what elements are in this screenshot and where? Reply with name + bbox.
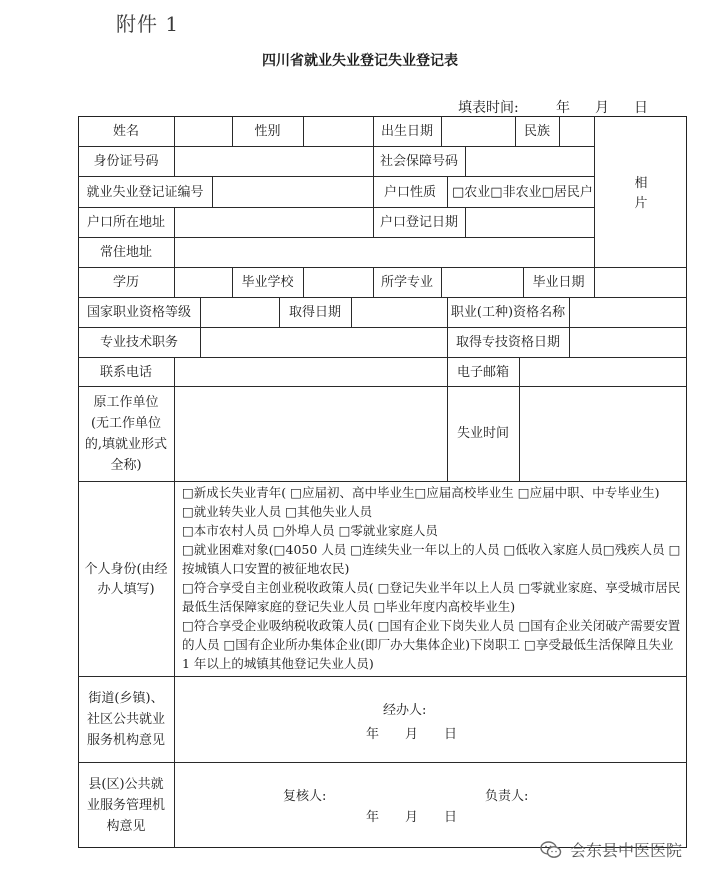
identity-option: 1 年以上的城镇其他登记失业人员) — [182, 656, 374, 671]
handler-signature-label: 经办人: — [383, 703, 427, 718]
row-divider — [78, 676, 687, 677]
email-label: 电子邮箱 — [456, 365, 509, 380]
row-divider — [78, 267, 687, 268]
fill-date-label: 填表时间: — [458, 100, 519, 116]
col-divider — [212, 176, 213, 207]
employment-cert-label: 就业失业登记证编号 — [86, 185, 204, 200]
row-divider — [78, 357, 687, 358]
vocational-level-label: 国家职业资格等级 — [86, 305, 191, 320]
row-divider — [78, 762, 687, 763]
col-divider — [174, 357, 175, 481]
row-divider — [78, 176, 594, 177]
col-divider — [174, 207, 175, 238]
col-divider — [447, 176, 448, 207]
reviewer-signature-label: 复核人: — [283, 789, 327, 804]
col-divider — [303, 116, 304, 147]
street-opinion-label: 街道(乡镇)、 社区公共就业 服务机构意见 — [86, 691, 165, 748]
fill-date-day: 日 — [634, 100, 648, 116]
responsible-signature-label: 负责人: — [485, 789, 529, 804]
identity-option: 的人员 □国有企业所办集体企业(即厂办大集体企业)下岗职工 □享受最低生活保障且失业 — [182, 637, 674, 652]
hukou-type-label: 户口性质 — [383, 185, 436, 200]
col-divider — [441, 116, 442, 147]
col-divider — [559, 116, 560, 147]
school-label: 毕业学校 — [241, 275, 294, 290]
id-number-label: 身份证号码 — [93, 154, 159, 169]
photo-label: 相 片 — [634, 176, 648, 211]
row-divider — [78, 237, 594, 238]
row-divider — [78, 327, 687, 328]
col-divider — [569, 297, 570, 327]
col-divider — [174, 237, 175, 267]
identity-option: □符合享受自主创业税收政策人员( □登记失业半年以上人员 □零就业家庭、享受城市居民 — [182, 580, 681, 595]
fill-date-month: 月 — [595, 100, 609, 116]
identity-option: □就业困难对象(□4050 人员 □连续失业一年以上的人员 □低收入家庭人员□残疾人员 □ — [182, 542, 681, 557]
row-divider — [78, 481, 687, 482]
wechat-logo-icon — [540, 840, 562, 860]
major-label: 所学专业 — [380, 275, 433, 290]
residence-label: 常住地址 — [99, 245, 152, 260]
col-divider — [465, 207, 466, 238]
col-divider — [465, 146, 466, 177]
tech-date-label: 取得专技资格日期 — [455, 335, 560, 350]
fill-date-year: 年 — [556, 100, 570, 116]
unemployed-time-label: 失业时间 — [456, 426, 509, 441]
county-opinion-date: 年 月 日 — [366, 810, 458, 825]
identity-option: □新成长失业青年( □应届初、高中毕业生□应届高校毕业生 □应届中职、中专毕业生) — [182, 485, 660, 500]
col-divider — [174, 267, 175, 297]
identity-option: □符合享受企业吸纳税收政策人员( □国有企业下岗失业人员 □国有企业关闭破产需要安置 — [182, 618, 681, 633]
row-divider — [78, 386, 687, 387]
hukou-type-options: □农业□非农业□居民户 — [452, 185, 593, 200]
phone-label: 联系电话 — [99, 365, 152, 380]
name-label: 姓名 — [112, 124, 139, 139]
row-divider — [78, 207, 594, 208]
hukou-reg-date-label: 户口登记日期 — [379, 215, 458, 230]
col-divider — [200, 297, 201, 327]
col-divider — [200, 327, 201, 357]
birth-date-label: 出生日期 — [380, 124, 433, 139]
col-divider — [594, 267, 595, 297]
attachment-label: 附件 1 — [116, 12, 180, 36]
col-divider — [351, 297, 352, 327]
identity-option: 按城镇人口安置的被征地农民) — [182, 561, 350, 576]
identity-option: 最低生活保障家庭的登记失业人员 □毕业年度内高校毕业生) — [182, 599, 516, 614]
grad-date-label: 毕业日期 — [532, 275, 585, 290]
col-divider — [569, 327, 570, 357]
row-divider — [78, 297, 687, 298]
col-divider — [174, 481, 175, 848]
obtained-date-label: 取得日期 — [288, 305, 341, 320]
col-divider — [174, 116, 175, 147]
row-divider — [78, 146, 594, 147]
former-employer-label: 原工作单位 (无工作单位 的,填就业形式 全称) — [84, 395, 168, 473]
col-divider — [303, 267, 304, 297]
social-security-label: 社会保障号码 — [379, 154, 458, 169]
identity-option: □本市农村人员 □外埠人员 □零就业家庭人员 — [182, 523, 438, 538]
form-title: 四川省就业失业登记失业登记表 — [262, 53, 458, 69]
county-opinion-label: 县(区)公共就 业服务管理机 构意见 — [86, 777, 165, 834]
gender-label: 性别 — [254, 124, 281, 139]
street-opinion-date: 年 月 日 — [366, 727, 458, 742]
identity-option: □就业转失业人员 □其他失业人员 — [182, 504, 373, 519]
identity-label: 个人身份(由经 办人填写) — [84, 562, 168, 597]
col-divider — [519, 357, 520, 481]
watermark — [540, 838, 682, 861]
vocational-name-label: 职业(工种)资格名称 — [450, 305, 566, 320]
hukou-location-label: 户口所在地址 — [86, 215, 165, 230]
watermark-text: 会东县中医医院 — [570, 841, 683, 860]
education-label: 学历 — [112, 275, 139, 290]
tech-title-label: 专业技术职务 — [99, 335, 178, 350]
col-divider — [174, 146, 175, 177]
col-divider — [441, 267, 442, 297]
ethnicity-label: 民族 — [523, 124, 550, 139]
